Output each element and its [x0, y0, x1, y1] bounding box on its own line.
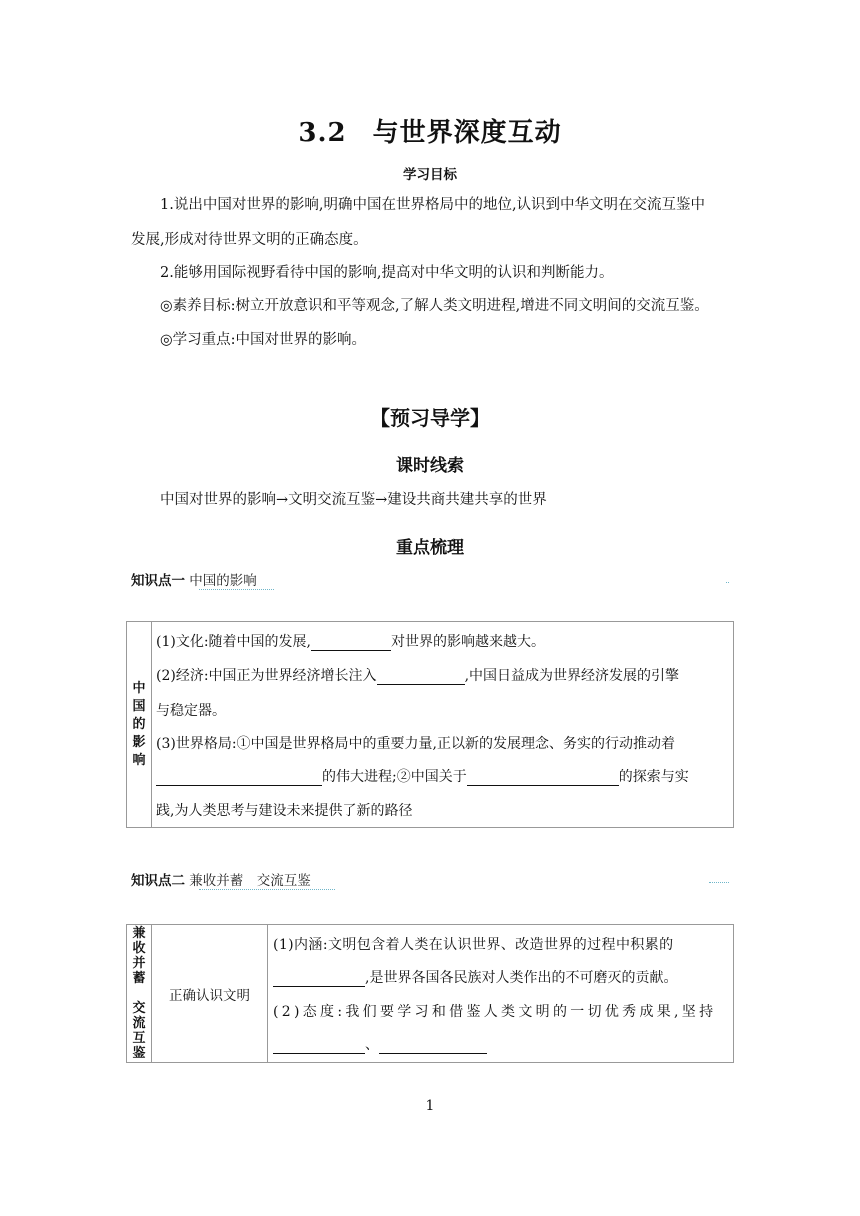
kp1-side-char: 响	[132, 752, 146, 768]
kp2-line-3: (2)态度:我们要学习和借鉴人类文明的一切优秀成果,坚持	[273, 1004, 717, 1020]
kp1-side-char: 国	[132, 698, 146, 714]
section-title-text: 与世界深度互动	[372, 118, 562, 148]
section-number: 3.2	[298, 118, 347, 148]
knowledge-point-2-label: 知识点二	[131, 873, 185, 889]
learning-focus: ◎学习重点:中国对世界的影响。	[160, 332, 367, 348]
kp2-side-label	[127, 925, 152, 1063]
knowledge-point-2-topic: 兼收并蓄 交流互鉴	[189, 873, 311, 889]
kp1-side-char: 中	[132, 680, 146, 696]
goal-2: 2.能够用国际视野看待中国的影响,提高对中华文明的认识和判断能力。	[160, 265, 614, 281]
fill-blank[interactable]	[156, 769, 322, 786]
kp2-line-1: (1)内涵:文明包含着人类在认识世界、改造世界的过程中积累的	[273, 937, 674, 953]
kp1-line-5-end: 的探索与实	[618, 769, 689, 785]
section-title	[0, 112, 860, 149]
kp1-line-1-end: 对世界的影响越来越大。	[391, 634, 545, 650]
kp1-line-2-end: ,中国日益成为世界经济发展的引擎	[464, 668, 680, 684]
kp1-line-5	[156, 766, 689, 786]
margin-mark	[726, 582, 729, 583]
kp1-line-5-mid: 的伟大进程;②中国关于	[322, 769, 467, 785]
fill-blank[interactable]	[273, 1037, 365, 1054]
topic-underline	[199, 889, 335, 890]
literacy-goal: ◎素养目标:树立开放意识和平等观念,了解人类文明进程,增进不同文明间的交流互鉴。	[160, 298, 709, 314]
goals-heading: 学习目标	[403, 167, 457, 183]
clue-text: 中国对世界的影响→文明交流互鉴→建设共商共建共享的世界	[160, 492, 547, 508]
kp2-line-2-end: ,是世界各国各民族对人类作出的不可磨灭的贡献。	[365, 970, 678, 986]
knowledge-point-1-table	[126, 621, 734, 828]
key-points-heading: 重点梳理	[396, 538, 464, 558]
kp2-side-char: 并	[132, 956, 146, 971]
preview-heading: 【预习导学】	[370, 406, 490, 430]
margin-mark	[709, 882, 729, 883]
kp2-side-char: 流	[132, 1016, 146, 1031]
kp1-content-cell	[152, 622, 734, 828]
kp2-side-char: 兼	[132, 926, 146, 941]
kp2-side-char: 蓄	[132, 971, 146, 986]
clue-heading: 课时线索	[396, 456, 464, 476]
fill-blank[interactable]	[467, 769, 619, 786]
kp2-line-4-sep: 、	[365, 1037, 379, 1053]
kp1-line-2	[156, 665, 679, 685]
knowledge-point-1-topic: 中国的影响	[189, 573, 257, 589]
topic-underline	[199, 589, 274, 590]
knowledge-point-1-title	[131, 569, 257, 589]
kp1-side-char: 的	[132, 716, 146, 732]
knowledge-point-2-title	[131, 869, 311, 889]
fill-blank[interactable]	[273, 970, 365, 987]
kp2-side-char: 收	[132, 941, 146, 956]
kp2-middle-label: 正确认识文明	[152, 925, 268, 1063]
kp2-side-char: 互	[132, 1031, 146, 1046]
page-number: 1	[425, 1098, 435, 1114]
kp2-side-char: 交	[132, 1001, 146, 1016]
kp1-side-char: 影	[132, 734, 146, 750]
kp1-line-3: 与稳定器。	[156, 703, 226, 719]
kp1-side-label	[127, 622, 152, 828]
fill-blank[interactable]	[379, 1037, 487, 1054]
kp2-line-2	[273, 967, 677, 987]
kp1-line-1	[156, 631, 545, 651]
kp2-side-char: 鉴	[132, 1046, 146, 1061]
kp1-line-6: 践,为人类思考与建设未来提供了新的路径	[156, 803, 413, 819]
fill-blank[interactable]	[311, 634, 391, 651]
fill-blank[interactable]	[377, 668, 465, 685]
kp2-line-4	[273, 1034, 487, 1054]
kp1-line-4: (3)世界格局:①中国是世界格局中的重要力量,正以新的发展理念、务实的行动推动着	[156, 736, 675, 752]
kp2-side-gap	[127, 986, 151, 1001]
kp1-line-1-start: (1)文化:随着中国的发展,	[156, 634, 311, 650]
goal-1-line-1: 1.说出中国对世界的影响,明确中国在世界格局中的地位,认识到中华文明在交流互鉴中	[160, 197, 706, 213]
kp1-line-2-start: (2)经济:中国正为世界经济增长注入	[156, 668, 377, 684]
knowledge-point-1-label: 知识点一	[131, 573, 185, 589]
goal-1-line-2: 发展,形成对待世界文明的正确态度。	[131, 232, 368, 248]
